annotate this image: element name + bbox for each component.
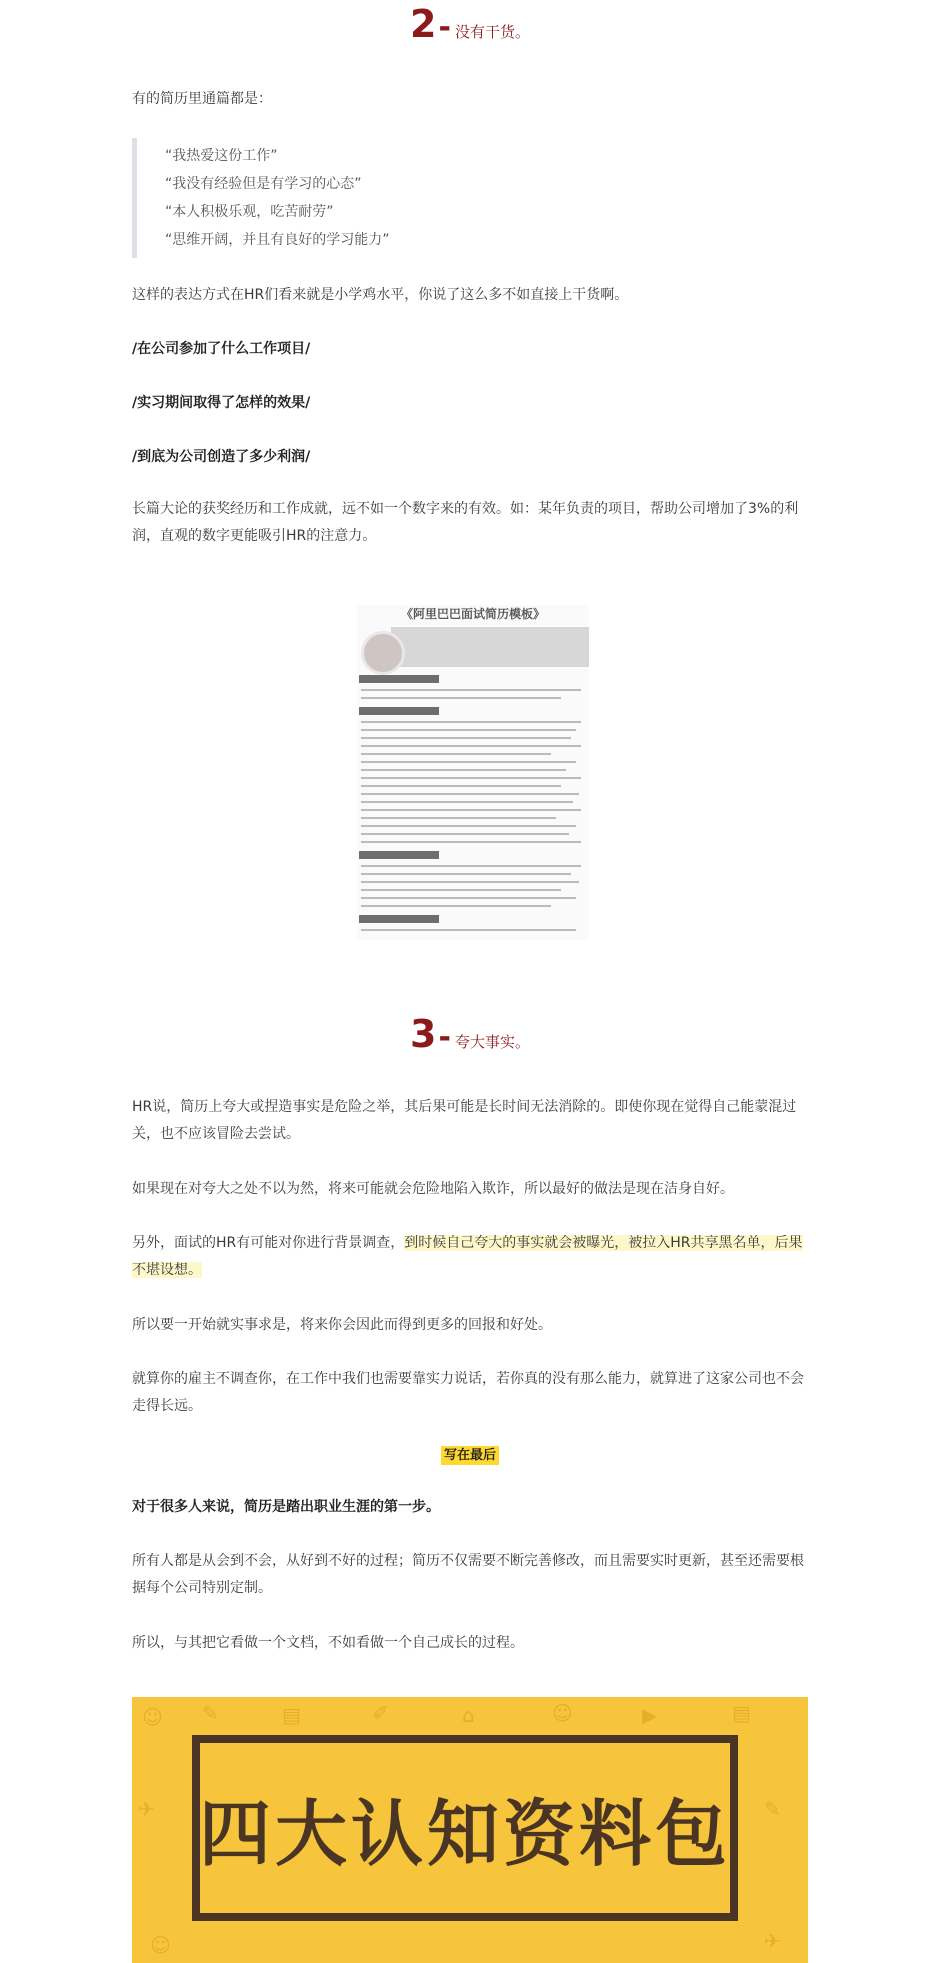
resume-line	[361, 865, 581, 867]
avatar	[361, 631, 405, 675]
resource-pack-banner	[132, 1697, 808, 1963]
quote-line: “思维开阔，并且有良好的学习能力”	[165, 232, 390, 248]
resume-line	[361, 737, 571, 739]
section-title: 没有干货。	[454, 23, 530, 41]
resume-template-image	[357, 605, 589, 940]
paragraph-s3-1: HR说，简历上夸大或捏造事实是危险之举，其后果可能是长时间无法消除的。即使你现在觉得自己能蒙混过关，也不应该冒险去尝试。	[132, 1099, 797, 1142]
banner-title: 四大认知资料包	[199, 1792, 732, 1876]
section-2-heading	[0, 2, 940, 46]
bold-item: /在公司参加了什么工作项目/	[132, 341, 311, 357]
resume-line	[361, 897, 576, 899]
final-badge: 写在最后	[441, 1446, 499, 1465]
rocket-icon: ✈	[138, 1797, 155, 1821]
quote-block	[132, 138, 805, 258]
paragraph-s3-2: 如果现在对夸大之处不以为然，将来可能就会危险地陷入欺诈，所以最好的做法是现在洁身自好。	[132, 1181, 734, 1197]
resume-section-bar	[359, 675, 439, 683]
resume-line	[361, 753, 551, 755]
resume-line	[361, 761, 576, 763]
resume-line	[361, 817, 556, 819]
paragraph-s3-5: 就算你的雇主不调查你，在工作中我们也需要靠实力说话，若你真的没有那么能力，就算进了这家公司也不会走得长远。	[132, 1371, 804, 1414]
resume-line	[361, 833, 569, 835]
resume-line	[361, 745, 581, 747]
section-number: 3	[410, 1012, 437, 1056]
paragraph-final-2: 所以，与其把它看做一个文档，不如看做一个自己成长的过程。	[132, 1635, 524, 1651]
banner-frame	[192, 1735, 738, 1921]
resume-line	[361, 889, 561, 891]
resume-line	[361, 801, 573, 803]
final-section-heading	[0, 1444, 940, 1463]
resume-section-bar	[359, 915, 439, 923]
resume-line	[361, 841, 581, 843]
resume-title: 《阿里巴巴面试简历模板》	[400, 607, 545, 621]
paragraph-intro: 有的简历里通篇都是：	[132, 91, 272, 107]
pencil-icon: ✎	[202, 1701, 219, 1725]
section-dash: -	[438, 10, 451, 45]
resume-line	[361, 697, 561, 699]
gift-icon: ⌂	[462, 1703, 475, 1727]
resume-line	[361, 689, 581, 691]
quote-line: “本人积极乐观，吃苦耐劳”	[165, 204, 334, 220]
resume-line	[361, 793, 579, 795]
section-number: 2	[410, 2, 437, 46]
rocket-icon: ✈	[764, 1929, 781, 1953]
resume-line	[361, 905, 551, 907]
paragraph-final-bold: 对于很多人来说，简历是踏出职业生涯的第一步。	[132, 1499, 440, 1515]
resume-line	[361, 873, 571, 875]
resume-line	[361, 721, 581, 723]
resume-line	[361, 729, 576, 731]
bold-item: /到底为公司创造了多少利润/	[132, 449, 311, 465]
paragraph-numbers: 长篇大论的获奖经历和工作成就，远不如一个数字来的有效。如：某年负责的项目，帮助公司增加了3%的利润，直观的数字更能吸引HR的注意力。	[132, 501, 799, 544]
resume-line	[361, 881, 579, 883]
bear-icon: ☺	[142, 1705, 163, 1729]
bear-icon: ☺	[552, 1701, 573, 1725]
paragraph-s3-3	[132, 1230, 808, 1284]
resume-line	[361, 929, 576, 931]
highlighted-text: 到时候自己夸大的事实就会被曝光，被拉入HR共享黑名单，后果不堪设想。	[132, 1235, 803, 1278]
paragraph-s3-3-start: 另外，面试的HR有可能对你进行背景调查，	[132, 1235, 405, 1251]
paragraph-final-1: 所有人都是从会到不会，从好到不好的过程；简历不仅需要不断完善修改，而且需要实时更新，甚至还需要根据每个公司特别定制。	[132, 1553, 804, 1596]
book-icon: ▤	[282, 1703, 301, 1727]
resume-section-bar	[359, 707, 439, 715]
play-icon: ▶	[642, 1703, 658, 1727]
quote-line: “我热爱这份工作”	[165, 148, 278, 164]
quote-line: “我没有经验但是有学习的心态”	[165, 176, 362, 192]
paragraph-s3-4: 所以要一开始就实事求是，将来你会因此而得到更多的回报和好处。	[132, 1317, 552, 1333]
section-3-heading	[0, 1012, 940, 1056]
resume-header-band	[391, 627, 589, 667]
paint-icon: ✐	[372, 1701, 389, 1725]
resume-line	[361, 809, 581, 811]
section-dash: -	[438, 1020, 451, 1055]
book-icon: ▤	[732, 1701, 751, 1725]
resume-line	[361, 825, 576, 827]
pencil-icon: ✎	[764, 1797, 781, 1821]
section-title: 夸大事实。	[454, 1033, 530, 1051]
bear-icon: ☺	[150, 1933, 171, 1957]
paragraph-hr: 这样的表达方式在HR们看来就是小学鸡水平，你说了这么多不如直接上干货啊。	[132, 287, 629, 303]
resume-line	[361, 777, 581, 779]
resume-line	[361, 769, 566, 771]
resume-section-bar	[359, 851, 439, 859]
resume-line	[361, 785, 561, 787]
bold-item: /实习期间取得了怎样的效果/	[132, 395, 311, 411]
